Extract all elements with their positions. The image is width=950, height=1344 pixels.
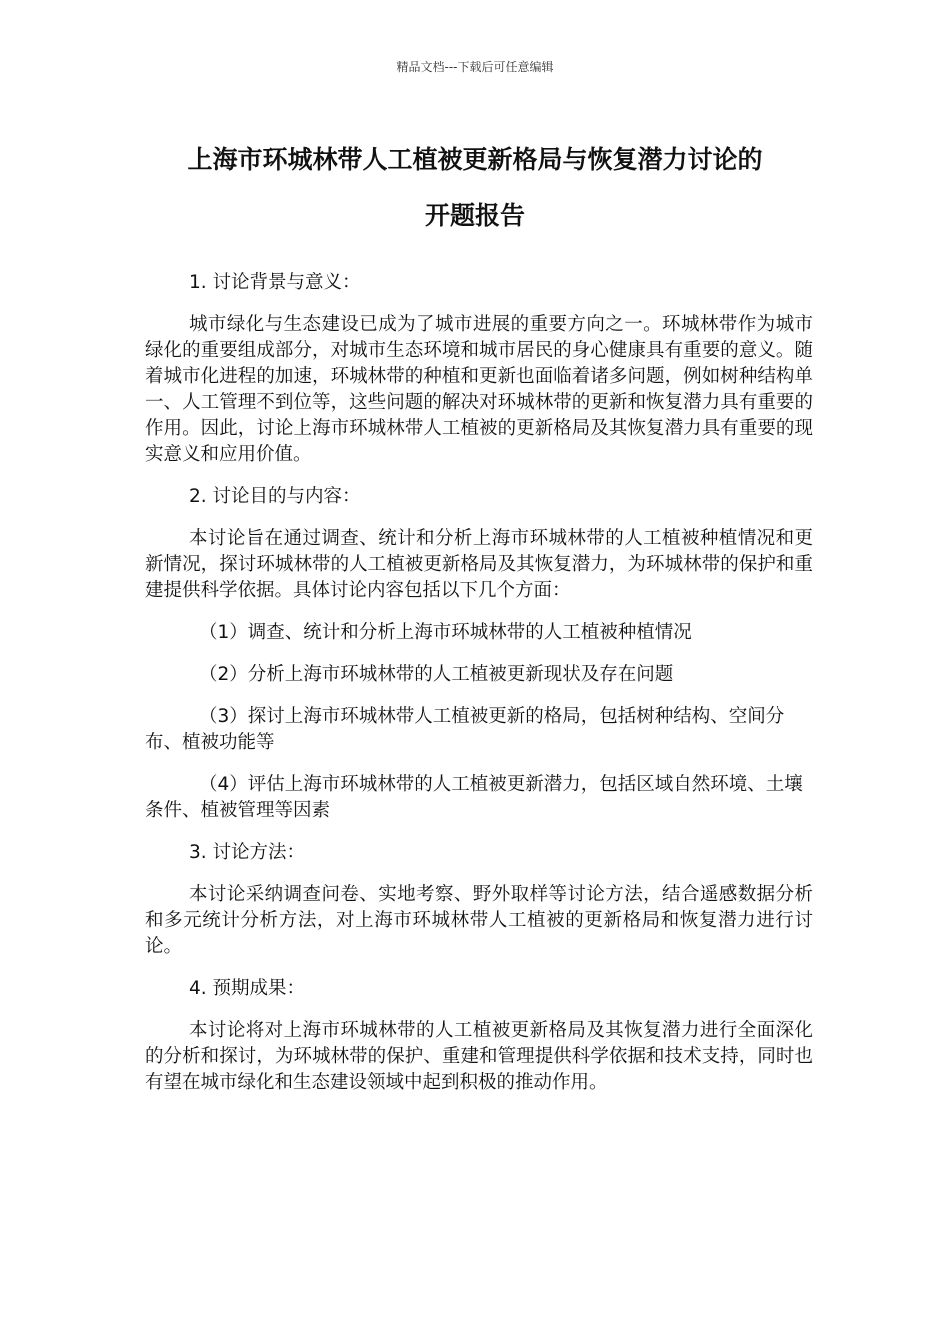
title-line-1: 上海市环城林带人工植被更新格局与恢复潜力讨论的 — [187, 145, 763, 174]
section-paragraph: 城市绿化与生态建设已成为了城市进展的重要方向之一。环城林带作为城市绿化的重要组成部分，对城市生态环境和城市居民的身心健康具有重要的意义。随着城市化进程的加速，环城林带的种植和更新也面临着诸多问题，例如树种结构单一、人工管理不到位等，这些问题的解决对环城林带的更新和恢复潜力具有重要的作用。因此，讨论上海市环城林带人工植被的更新格局及其恢复潜力具有重要的现实意义和应用价值。 — [145, 314, 813, 465]
section-methods — [145, 840, 813, 960]
section-heading: 4. 预期成果： — [189, 978, 306, 999]
document-title — [130, 132, 820, 244]
section-expected-results — [145, 976, 813, 1096]
page-header: 精品文档---下载后可任意编辑 — [396, 60, 554, 74]
list-item: （2）分析上海市环城林带的人工植被更新现状及存在问题 — [199, 664, 674, 685]
section-objectives — [145, 484, 813, 824]
section-paragraph: 本讨论采纳调查问卷、实地考察、野外取样等讨论方法，结合遥感数据分析和多元统计分析方法，对上海市环城林带人工植被的更新格局和恢复潜力进行讨论。 — [145, 884, 813, 957]
list-item: （4）评估上海市环城林带的人工植被更新潜力，包括区域自然环境、土壤条件、植被管理等因素 — [145, 774, 803, 821]
section-heading: 2. 讨论目的与内容： — [189, 486, 361, 507]
section-paragraph: 本讨论旨在通过调查、统计和分析上海市环城林带的人工植被种植情况和更新情况，探讨环城林带的人工植被更新格局及其恢复潜力，为环城林带的保护和重建提供科学依据。具体讨论内容包括以下几个方面： — [145, 528, 813, 601]
list-item: （1）调查、统计和分析上海市环城林带的人工植被种植情况 — [199, 622, 692, 643]
section-heading: 1. 讨论背景与意义： — [189, 272, 361, 293]
list-item: （3）探讨上海市环城林带人工植被更新的格局，包括树种结构、空间分布、植被功能等 — [145, 706, 785, 753]
section-paragraph: 本讨论将对上海市环城林带的人工植被更新格局及其恢复潜力进行全面深化的分析和探讨，为环城林带的保护、重建和管理提供科学依据和技术支持，同时也有望在城市绿化和生态建设领域中起到积极的推动作用。 — [145, 1020, 813, 1093]
section-background — [145, 270, 813, 468]
title-line-2: 开题报告 — [424, 201, 525, 230]
document-body — [145, 270, 813, 1112]
section-heading: 3. 讨论方法： — [189, 842, 306, 863]
